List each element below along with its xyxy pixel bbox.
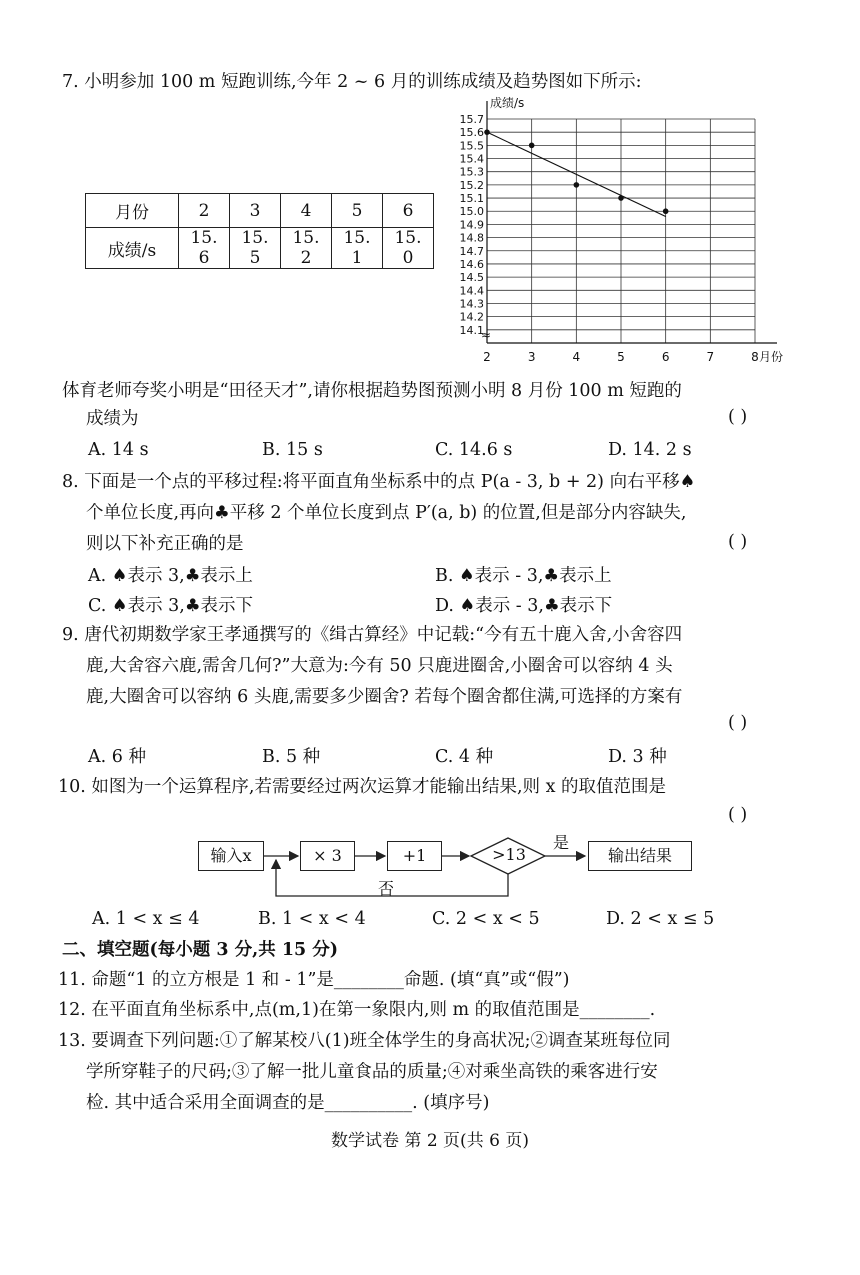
q11-text: 11. 命题“1 的立方根是 1 和 - 1”是________命题. (填“真”或“假”) — [58, 970, 570, 990]
y-tick-label: 14.3 — [459, 297, 484, 311]
q8-option-a: A. ♠表示 3,♣表示上 — [88, 566, 253, 586]
y-tick-label: 15.0 — [459, 205, 484, 219]
q10-option-d: D. 2 < x ≤ 5 — [606, 909, 715, 929]
q13-line-1: 13. 要调查下列问题:①了解某校八(1)班全体学生的身高状况;②调查某班每位同 — [58, 1031, 671, 1051]
y-tick-label: 15.1 — [459, 192, 484, 206]
table-cell: 5 — [332, 194, 383, 228]
x-tick-label: 7 — [706, 350, 715, 364]
flow-multiply-box: × 3 — [300, 841, 355, 871]
x-tick-label: 6 — [661, 350, 670, 364]
y-tick-label: 14.5 — [459, 271, 484, 285]
x-tick-label: 8 — [751, 350, 759, 364]
table-cell: 15. 2 — [281, 228, 332, 269]
q12-text: 12. 在平面直角坐标系中,点(m,1)在第一象限内,则 m 的取值范围是________. — [58, 1000, 656, 1020]
x-tick-label: 2 — [483, 350, 491, 364]
q8-option-c: C. ♠表示 3,♣表示下 — [88, 596, 254, 616]
y-tick-label: 15.5 — [459, 139, 484, 153]
q8-line-3: 则以下补充正确的是 — [86, 534, 244, 554]
flow-yes-label: 是 — [553, 833, 570, 852]
x-tick-label: 4 — [572, 350, 581, 364]
q7-option-b: B. 15 s — [262, 440, 323, 460]
page-footer: 数学试卷 第 2 页(共 6 页) — [331, 1131, 529, 1151]
y-tick-label: 15.3 — [459, 165, 484, 179]
table-cell: 15. 0 — [383, 228, 434, 269]
x-axis-label: 月份 — [759, 350, 784, 364]
axis-break-mark: ≈ — [480, 328, 492, 342]
table-cell: 15. 5 — [230, 228, 281, 269]
q9-line-2: 鹿,大舍容六鹿,需舍几何?”大意为:今有 50 只鹿进圈舍,小圈舍可以容纳 4 头 — [86, 656, 673, 676]
table-cell: 15. 6 — [179, 228, 230, 269]
q7-stem: 7. 小明参加 100 m 短跑训练,今年 2 ~ 6 月的训练成绩及趋势图如下所示: — [62, 72, 642, 92]
x-tick-label: 3 — [527, 350, 536, 364]
table-header-score: 成绩/s — [86, 228, 179, 269]
table-cell: 6 — [383, 194, 434, 228]
y-axis-label: 成绩/s — [490, 96, 525, 110]
table-cell: 15. 1 — [332, 228, 383, 269]
flow-input-box: 输入x — [198, 841, 264, 871]
y-tick-label: 15.7 — [459, 113, 484, 126]
table-cell: 2 — [179, 194, 230, 228]
y-tick-label: 14.2 — [459, 310, 484, 324]
q7-option-a: A. 14 s — [88, 440, 149, 460]
y-tick-label: 14.8 — [459, 231, 484, 245]
y-tick-label: 14.9 — [459, 218, 484, 232]
q10-line-1: 10. 如图为一个运算程序,若需要经过两次运算才能输出结果,则 x 的取值范围是 — [58, 777, 667, 797]
q13-line-2: 学所穿鞋子的尺码;③了解一批儿童食品的质量;④对乘坐高铁的乘客进行安 — [86, 1062, 658, 1082]
q7-answer-paren: ( ) — [728, 407, 748, 427]
q9-line-1: 9. 唐代初期数学家王孝通撰写的《缉古算经》中记载:“今有五十鹿入舍,小舍容四 — [62, 625, 683, 645]
q9-option-b: B. 5 种 — [262, 747, 321, 767]
q9-option-c: C. 4 种 — [435, 747, 494, 767]
flow-plus-box: +1 — [387, 841, 442, 871]
y-tick-label: 15.2 — [459, 178, 484, 192]
q7-text-1: 体育老师夸奖小明是“田径天才”,请你根据趋势图预测小明 8 月份 100 m 短跑的 — [62, 381, 682, 401]
y-tick-label: 15.4 — [459, 152, 484, 166]
table-header-month: 月份 — [86, 194, 179, 228]
y-tick-label: 14.4 — [459, 284, 484, 298]
y-tick-label: 15.6 — [459, 126, 484, 140]
flow-output-box: 输出结果 — [588, 841, 692, 871]
flow-no-label: 否 — [378, 879, 395, 898]
q7-option-c: C. 14.6 s — [435, 440, 513, 460]
flow-condition: >13 — [492, 845, 526, 864]
q7-option-d: D. 14. 2 s — [608, 440, 692, 460]
q8-option-d: D. ♠表示 - 3,♣表示下 — [435, 596, 613, 616]
q9-option-a: A. 6 种 — [88, 747, 146, 767]
q9-line-3: 鹿,大圈舍可以容纳 6 头鹿,需要多少圈舍? 若每个圈舍都住满,可选择的方案有 — [86, 687, 683, 707]
q9-answer-paren: ( ) — [728, 713, 748, 733]
q7-text-2: 成绩为 — [86, 409, 139, 429]
y-tick-label: 14.6 — [459, 257, 484, 271]
q10-option-c: C. 2 < x < 5 — [432, 909, 540, 929]
section-2-heading: 二、填空题(每小题 3 分,共 15 分) — [62, 940, 339, 960]
y-tick-label: 14.7 — [459, 244, 484, 258]
x-tick-label: 5 — [617, 350, 625, 364]
table-cell: 4 — [281, 194, 332, 228]
q8-line-1: 8. 下面是一个点的平移过程:将平面直角坐标系中的点 P(a - 3, b + 2) 向右平移♠ — [62, 472, 696, 492]
table-cell: 3 — [230, 194, 281, 228]
q8-line-2: 个单位长度,再向♣平移 2 个单位长度到点 P′(a, b) 的位置,但是部分内容缺失, — [86, 503, 687, 523]
q8-option-b: B. ♠表示 - 3,♣表示上 — [435, 566, 612, 586]
q10-option-a: A. 1 < x ≤ 4 — [92, 909, 200, 929]
q8-answer-paren: ( ) — [728, 532, 748, 552]
q13-line-3: 检. 其中适合采用全面调查的是__________. (填序号) — [86, 1093, 490, 1113]
q10-option-b: B. 1 < x < 4 — [258, 909, 366, 929]
q10-answer-paren: ( ) — [728, 805, 748, 825]
y-tick-label: 14.1 — [459, 323, 484, 337]
q9-option-d: D. 3 种 — [608, 747, 667, 767]
